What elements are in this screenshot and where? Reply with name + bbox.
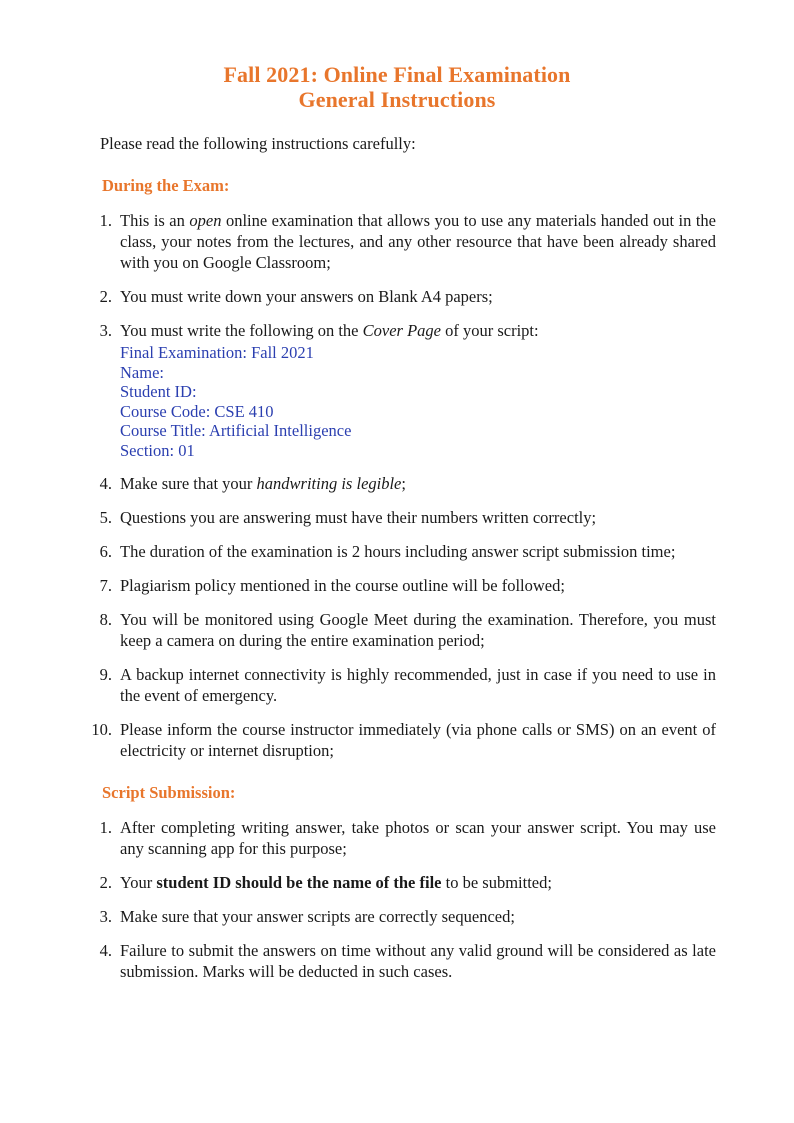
instruction-number: 4. — [99, 941, 112, 960]
instruction-item — [74, 609, 720, 651]
instruction-list — [74, 210, 720, 761]
instruction-item — [74, 541, 720, 562]
intro-paragraph: Please read the following instructions carefully: — [100, 134, 416, 153]
emphasis-text: open — [189, 211, 222, 230]
plain-text: Make sure that your answer scripts are correctly sequenced; — [120, 907, 515, 926]
cover-page-line: Final Examination: Fall 2021 — [120, 343, 314, 362]
instruction-number: 10. — [91, 720, 112, 739]
plain-text: to be submitted; — [441, 873, 552, 892]
instruction-number: 1. — [99, 818, 112, 837]
instruction-item — [74, 575, 720, 596]
plain-text: The duration of the examination is 2 hours including answer script submission time; — [120, 542, 676, 561]
plain-text: Make sure that your — [120, 474, 257, 493]
instruction-text — [120, 907, 515, 926]
instruction-item — [74, 473, 720, 494]
instruction-number: 2. — [99, 287, 112, 306]
instruction-text — [120, 610, 716, 650]
instruction-number: 3. — [99, 907, 112, 926]
plain-text: of your script: — [440, 321, 539, 340]
instruction-text — [120, 287, 493, 306]
instruction-number: 2. — [99, 873, 112, 892]
instruction-text — [120, 321, 539, 340]
instruction-item — [74, 872, 720, 893]
instruction-text — [120, 508, 596, 527]
page-title-line-1: Fall 2021: Online Final Examination — [223, 62, 571, 87]
strong-text: student ID should be the name of the file — [156, 873, 442, 892]
plain-text: Questions you are answering must have their numbers written correctly; — [120, 508, 597, 527]
instruction-item — [74, 286, 720, 307]
instruction-item — [74, 507, 720, 528]
instruction-item — [74, 906, 720, 927]
plain-text: online examination that allows you to use any materials handed out in the class, your notes from the lectures, and any other resource that have been already shared with you on Google Classroom; — [120, 211, 716, 272]
cover-page-line: Course Code: CSE 410 — [120, 401, 274, 421]
plain-text: This is an — [120, 211, 190, 230]
instruction-list — [74, 817, 720, 982]
instruction-item — [74, 210, 720, 273]
emphasis-text: handwriting is legible — [256, 474, 402, 493]
plain-text: A backup internet connectivity is highly recommended, just in case if you need to use in the event of emergency. — [120, 665, 716, 705]
plain-text: Plagiarism policy mentioned in the course outline will be followed; — [120, 576, 565, 595]
plain-text: Please inform the course instructor immediately (via phone calls or SMS) on an event of electricity or internet disruption; — [120, 720, 716, 760]
instruction-item — [74, 320, 720, 460]
plain-text: You must write down your answers on Blank A4 papers; — [120, 287, 493, 306]
instruction-text — [120, 576, 565, 595]
instruction-number: 7. — [99, 576, 112, 595]
plain-text: You must write the following on the — [120, 321, 363, 340]
instruction-number: 4. — [99, 474, 112, 493]
instruction-text — [120, 818, 716, 858]
instruction-text — [120, 720, 716, 760]
instruction-item — [74, 940, 720, 982]
instruction-text — [120, 665, 716, 705]
plain-text: ; — [401, 474, 406, 493]
page-title — [74, 62, 720, 112]
instruction-number: 6. — [99, 542, 112, 561]
instruction-item — [74, 817, 720, 859]
sections-container — [74, 176, 720, 982]
instruction-item — [74, 664, 720, 706]
cover-page-line: Section: 01 — [120, 440, 195, 460]
emphasis-text: Cover Page — [362, 321, 441, 340]
cover-page-line: Name: — [120, 362, 164, 382]
instruction-item — [74, 719, 720, 761]
plain-text: Your — [120, 873, 157, 892]
plain-text: Failure to submit the answers on time without any valid ground will be considered as late submission. Marks will be deducted in such cases. — [120, 941, 716, 981]
instruction-number: 1. — [99, 211, 112, 230]
instruction-number: 5. — [99, 508, 112, 527]
instruction-number: 9. — [99, 665, 112, 684]
section-heading: Script Submission: — [102, 783, 236, 802]
instruction-text — [120, 941, 716, 981]
plain-text: After completing writing answer, take photos or scan your answer script. You may use any scanning app for this purpose; — [120, 818, 716, 858]
instruction-text — [120, 873, 552, 892]
instruction-text — [120, 474, 406, 493]
instruction-number: 8. — [99, 610, 112, 629]
instruction-number: 3. — [99, 321, 112, 340]
cover-page-line: Student ID: — [120, 382, 197, 401]
cover-page-details — [120, 343, 716, 460]
instruction-text — [120, 542, 675, 561]
instruction-text — [120, 211, 716, 272]
plain-text: You will be monitored using Google Meet during the examination. Therefore, you must keep a camera on during the entire examination period; — [120, 610, 716, 650]
section-heading: During the Exam: — [102, 176, 230, 195]
page-title-line-2: General Instructions — [298, 87, 496, 112]
cover-page-line: Course Title: Artificial Intelligence — [120, 421, 352, 440]
